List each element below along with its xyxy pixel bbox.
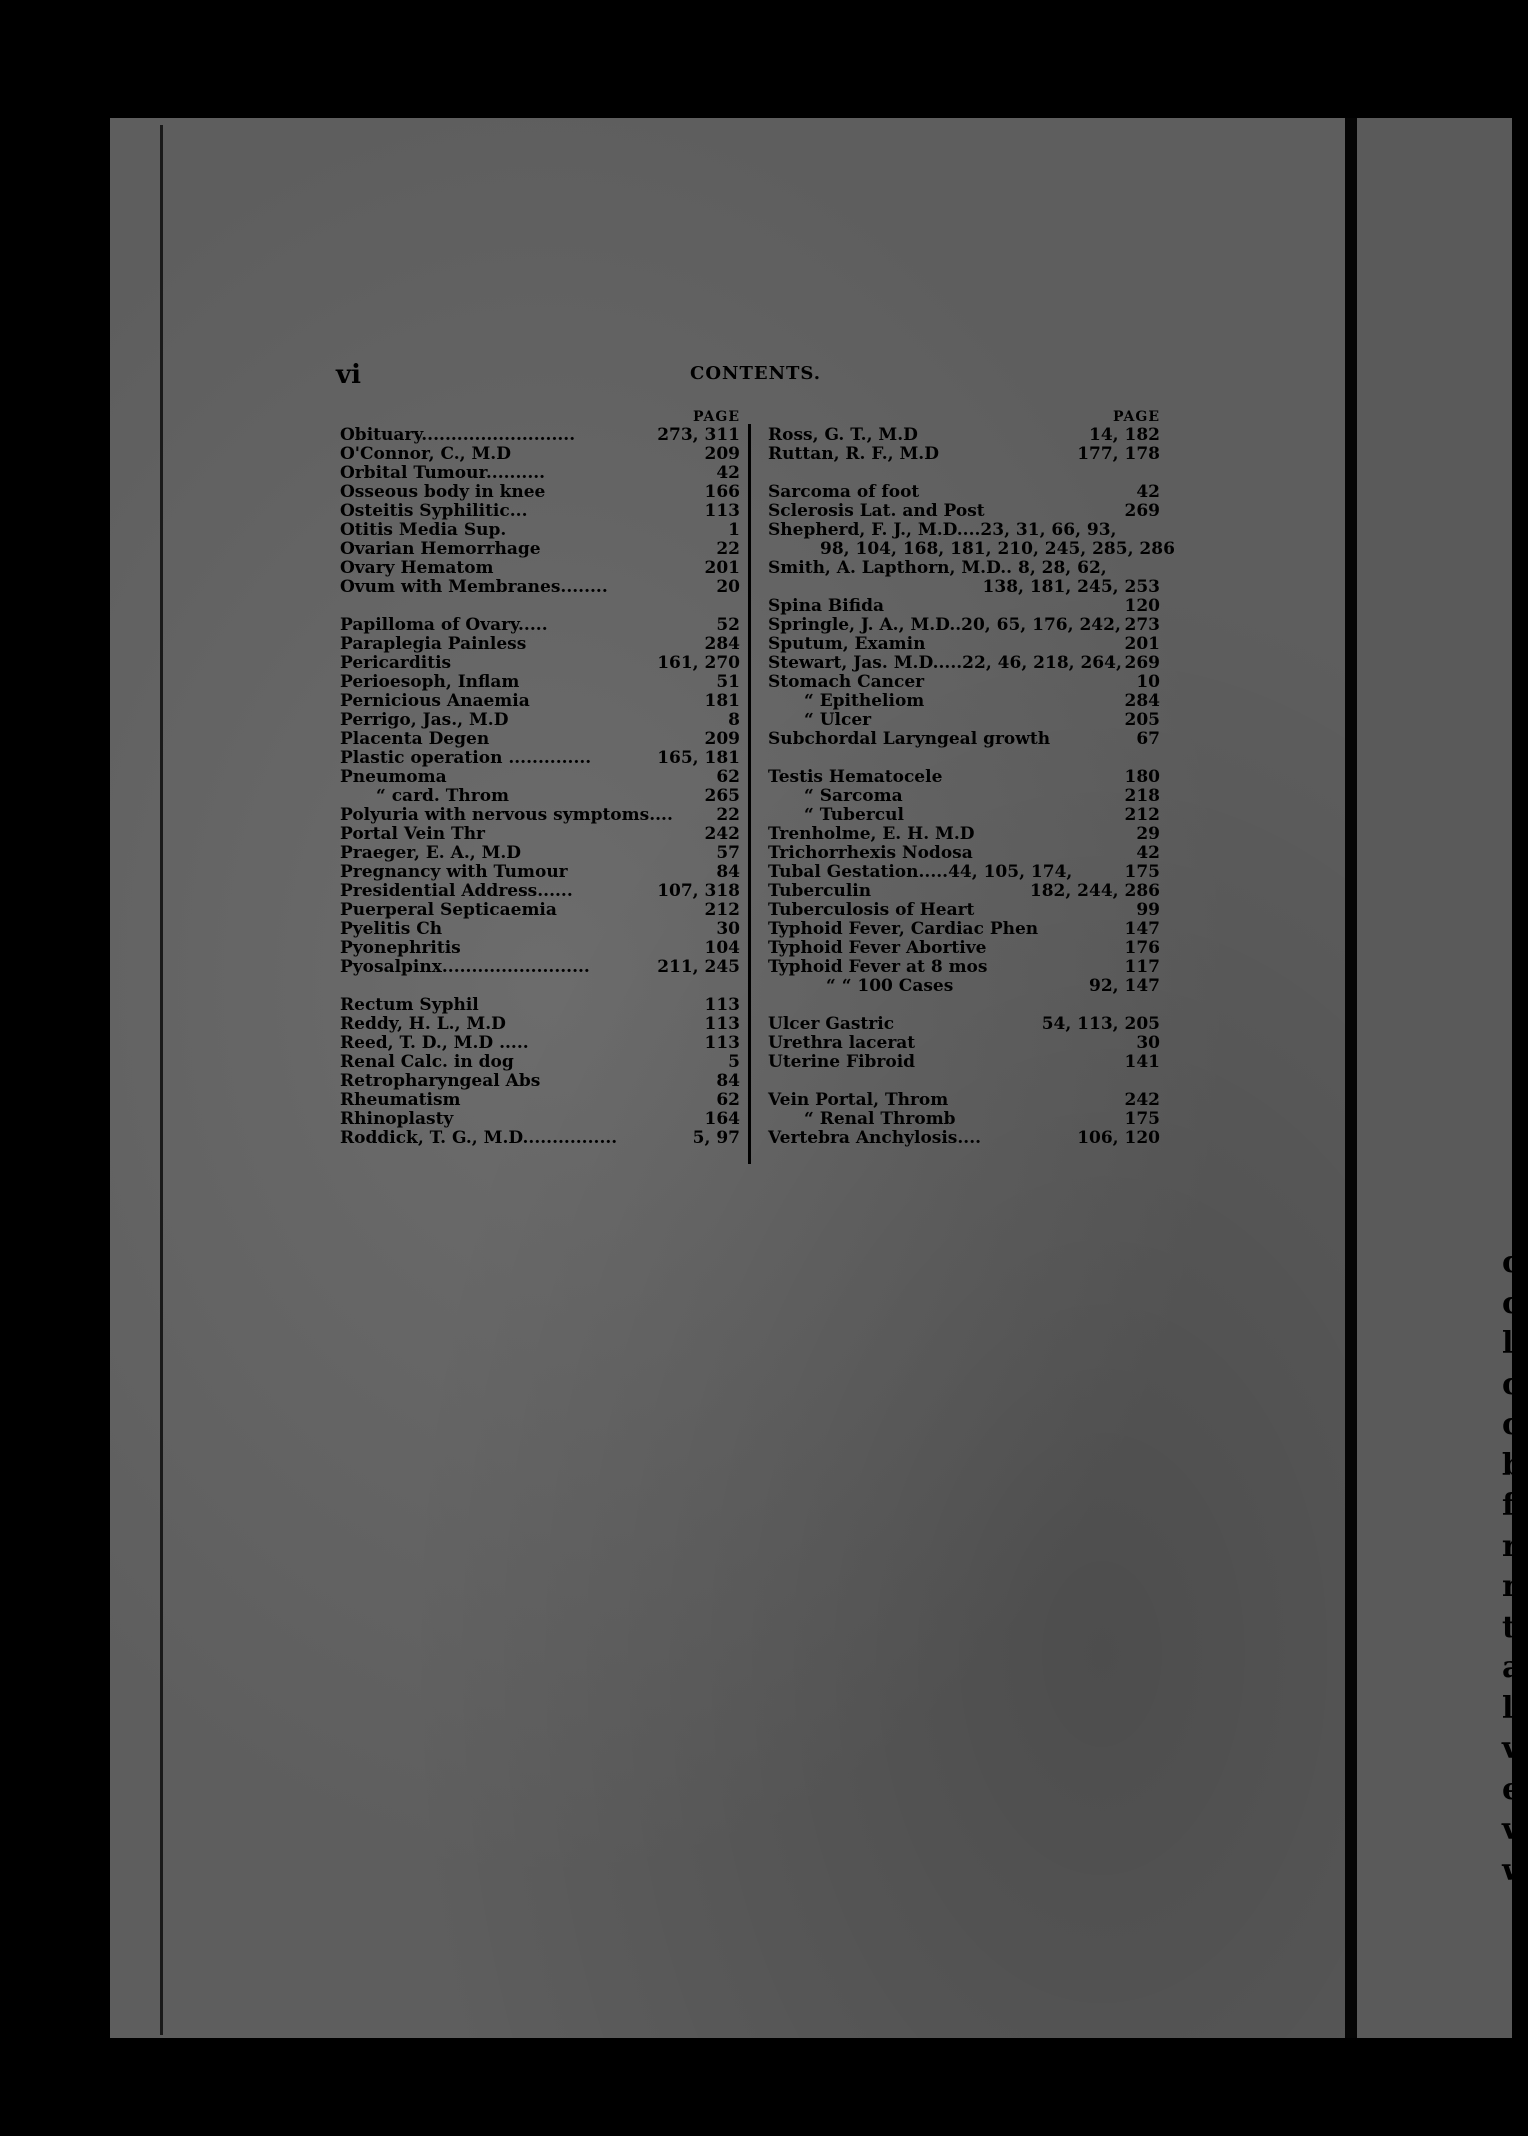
index-term: Sarcoma of foot	[768, 482, 920, 502]
index-entry	[340, 749, 740, 768]
index-pages: 57	[716, 843, 740, 863]
index-pages: 180	[1124, 767, 1160, 787]
index-pages: 30	[1136, 1033, 1160, 1053]
index-pages: 14, 182	[1089, 425, 1160, 445]
index-entry	[768, 426, 1160, 445]
index-term: Uterine Fibroid	[768, 1052, 916, 1072]
page-column-heading: PAGE	[1113, 409, 1160, 425]
index-entry	[768, 787, 1160, 806]
index-entry	[340, 1034, 740, 1053]
index-entry	[768, 502, 1160, 521]
index-term: Trichorrhexis Nodosa	[768, 843, 973, 863]
index-term: Pneumoma	[340, 767, 447, 787]
index-entry	[340, 654, 740, 673]
index-pages: 138, 181, 245, 253	[982, 577, 1160, 597]
index-pages: 92, 147	[1089, 976, 1160, 996]
index-pages: 22	[716, 805, 740, 825]
index-pages: 113	[704, 501, 740, 521]
index-entry	[340, 1110, 740, 1129]
adjacent-page-letter: t	[1502, 1609, 1516, 1645]
index-entry	[340, 1072, 740, 1091]
index-term: Polyuria with nervous symptoms....	[340, 805, 673, 825]
index-pages: 62	[716, 1090, 740, 1110]
index-entry	[768, 616, 1160, 635]
index-pages: 161, 270	[657, 653, 740, 673]
index-term: Typhoid Fever Abortive	[768, 938, 987, 958]
index-entry	[768, 768, 1160, 787]
index-term: Paraplegia Painless	[340, 634, 527, 654]
index-pages: 67	[1136, 729, 1160, 749]
index-entry	[768, 1091, 1160, 1110]
index-pages: 1	[728, 520, 740, 540]
index-term: Stewart, Jas. M.D.....22, 46, 218, 264,	[768, 653, 1122, 673]
index-term: Sputum, Examin	[768, 634, 926, 654]
index-entry	[340, 1015, 740, 1034]
column-divider	[748, 424, 751, 1164]
index-term: Perrigo, Jas., M.D	[340, 710, 509, 730]
index-term: “ Renal Thromb	[804, 1109, 956, 1129]
index-entry	[340, 540, 740, 559]
index-entry	[340, 1053, 740, 1072]
index-term: Ross, G. T., M.D	[768, 425, 918, 445]
index-pages: 181	[704, 691, 740, 711]
index-entry	[340, 521, 740, 540]
index-term: Ruttan, R. F., M.D	[768, 444, 939, 464]
index-term: Ovarian Hemorrhage	[340, 539, 541, 559]
index-term: “ Ulcer	[804, 710, 872, 730]
index-entry	[340, 844, 740, 863]
index-entry	[340, 882, 740, 901]
index-pages: 113	[704, 995, 740, 1015]
index-entry	[768, 977, 1160, 996]
page-edge-line	[160, 125, 163, 2035]
index-entry	[340, 825, 740, 844]
index-pages: 265	[704, 786, 740, 806]
page-number: vi	[336, 360, 361, 390]
index-entry	[340, 692, 740, 711]
index-pages: 212	[1124, 805, 1160, 825]
index-term: Sclerosis Lat. and Post	[768, 501, 985, 521]
index-entry	[340, 426, 740, 445]
index-pages: 120	[1124, 596, 1160, 616]
index-entry	[768, 806, 1160, 825]
index-term: Smith, A. Lapthorn, M.D.. 8, 28, 62,	[768, 558, 1107, 578]
index-term: Pericarditis	[340, 653, 452, 673]
index-entry	[768, 654, 1160, 673]
index-entry	[340, 996, 740, 1015]
index-term: Springle, J. A., M.D..20, 65, 176, 242,	[768, 615, 1121, 635]
index-pages: 8	[728, 710, 740, 730]
index-pages: 147	[1124, 919, 1160, 939]
adjacent-page-letter: e	[1502, 1771, 1522, 1807]
index-term: Orbital Tumour..........	[340, 463, 546, 483]
adjacent-page-letter: f	[1502, 1488, 1515, 1523]
index-entry	[768, 635, 1160, 654]
index-pages: 182, 244, 286	[1029, 881, 1160, 901]
adjacent-page-letter: c	[1502, 1407, 1521, 1442]
index-pages: 20	[716, 577, 740, 597]
index-entry	[340, 483, 740, 502]
index-pages: 42	[716, 463, 740, 483]
index-term: Rectum Syphil	[340, 995, 479, 1015]
index-pages: 30	[716, 919, 740, 939]
index-entry	[768, 711, 1160, 730]
running-title: CONTENTS.	[690, 363, 822, 384]
index-term: Urethra lacerat	[768, 1033, 916, 1053]
index-entry	[768, 597, 1160, 616]
index-pages: 51	[716, 672, 740, 692]
adjacent-page-letter: n	[1502, 1569, 1524, 1604]
index-entry	[768, 673, 1160, 692]
index-entry	[340, 464, 740, 483]
index-entry	[768, 863, 1160, 882]
index-entry	[768, 559, 1160, 578]
index-entry	[340, 787, 740, 806]
index-term: Obituary..........................	[340, 425, 576, 445]
index-term: Reed, T. D., M.D .....	[340, 1033, 529, 1053]
index-entry	[340, 958, 740, 977]
index-pages: 117	[1124, 957, 1160, 977]
index-term: “ “ 100 Cases	[826, 976, 954, 996]
index-term: Pernicious Anaemia	[340, 691, 530, 711]
index-entry	[768, 901, 1160, 920]
adjacent-page-letter: c	[1502, 1366, 1521, 1402]
index-pages: 29	[1136, 824, 1160, 844]
adjacent-page-letter: a	[1502, 1650, 1522, 1685]
index-term: Pregnancy with Tumour	[340, 862, 568, 882]
index-pages: 84	[716, 862, 740, 882]
index-entry	[340, 920, 740, 939]
index-term: Spina Bifida	[768, 596, 885, 616]
index-term: Portal Vein Thr	[340, 824, 486, 844]
index-pages: 164	[704, 1109, 740, 1129]
index-term: Tuberculosis of Heart	[768, 900, 975, 920]
index-entry	[340, 673, 740, 692]
index-entry	[340, 901, 740, 920]
index-pages: 242	[1124, 1090, 1160, 1110]
index-entry	[768, 539, 1175, 559]
index-entry	[340, 1091, 740, 1110]
index-entry	[340, 863, 740, 882]
index-term: Praeger, E. A., M.D	[340, 843, 522, 863]
index-term: Tubal Gestation.....44, 105, 174,	[768, 862, 1073, 882]
index-entry	[340, 939, 740, 958]
index-pages: 113	[704, 1014, 740, 1034]
index-term: Typhoid Fever, Cardiac Phen	[768, 919, 1039, 939]
index-term: Pyonephritis	[340, 938, 461, 958]
index-pages: 269	[1124, 501, 1160, 521]
index-entry	[768, 578, 1160, 597]
index-pages: 5, 97	[692, 1128, 740, 1148]
index-term: “ card. Throm	[376, 786, 510, 806]
adjacent-page-letter: v	[1502, 1812, 1520, 1847]
index-term: “ Epitheliom	[804, 691, 925, 711]
index-entry	[768, 730, 1160, 749]
index-pages: 22	[716, 539, 740, 559]
adjacent-page-letter: l	[1502, 1690, 1514, 1726]
index-pages: 218	[1124, 786, 1160, 806]
index-term: Placenta Degen	[340, 729, 490, 749]
index-entry	[340, 730, 740, 749]
index-pages: 269	[1124, 653, 1160, 673]
index-entry	[340, 711, 740, 730]
adjacent-page	[1357, 118, 1512, 2038]
index-term: Vertebra Anchylosis....	[768, 1128, 982, 1148]
index-term: Roddick, T. G., M.D................	[340, 1128, 618, 1148]
index-pages: 99	[1136, 900, 1160, 920]
index-term: Typhoid Fever at 8 mos	[768, 957, 988, 977]
index-pages: 209	[704, 444, 740, 464]
index-pages: 166	[704, 482, 740, 502]
book-gutter	[1345, 118, 1357, 2038]
index-term: Ulcer Gastric	[768, 1014, 895, 1034]
page-column-heading: PAGE	[693, 409, 740, 425]
adjacent-page-letter: c	[1502, 1285, 1521, 1321]
index-term: “ Tubercul	[804, 805, 904, 825]
index-pages: 5	[728, 1052, 740, 1072]
index-pages: 284	[704, 634, 740, 654]
index-term: Retropharyngeal Abs	[340, 1071, 541, 1091]
index-entry	[768, 692, 1160, 711]
index-pages: 104	[704, 938, 740, 958]
index-pages: 205	[1124, 710, 1160, 730]
index-pages: 42	[1136, 482, 1160, 502]
index-term: Reddy, H. L., M.D	[340, 1014, 506, 1034]
index-term: Pyelitis Ch	[340, 919, 443, 939]
index-entry	[340, 559, 740, 578]
index-entry	[768, 1015, 1160, 1034]
index-entry	[340, 806, 740, 825]
index-entry	[768, 1129, 1160, 1148]
index-pages: 284	[1124, 691, 1160, 711]
index-entry	[768, 844, 1160, 863]
index-pages: 113	[704, 1033, 740, 1053]
index-term: Osseous body in knee	[340, 482, 546, 502]
index-entry	[768, 825, 1160, 844]
index-pages: 42	[1136, 843, 1160, 863]
index-pages: 273, 311	[657, 425, 740, 445]
index-entry	[340, 578, 740, 597]
index-entry	[768, 1110, 1160, 1129]
index-term: Stomach Cancer	[768, 672, 925, 692]
index-column-left	[340, 408, 740, 1148]
index-pages: 201	[1124, 634, 1160, 654]
index-entry	[768, 882, 1160, 901]
index-term: Ovary Hematom	[340, 558, 494, 578]
index-term: Subchordal Laryngeal growth	[768, 729, 1051, 749]
index-term: Puerperal Septicaemia	[340, 900, 557, 920]
index-entry	[768, 939, 1160, 958]
index-pages: 176	[1124, 938, 1160, 958]
index-pages: 10	[1136, 672, 1160, 692]
index-term: Plastic operation ..............	[340, 748, 592, 768]
adjacent-page-letter: r	[1502, 1528, 1518, 1564]
index-term: “ Sarcoma	[804, 786, 903, 806]
index-term: Rhinoplasty	[340, 1109, 454, 1129]
index-pages: 62	[716, 767, 740, 787]
index-term: Shepherd, F. J., M.D....23, 31, 66, 93,	[768, 520, 1117, 540]
index-term: 98, 104, 168, 181, 210, 245, 285, 286	[820, 539, 1175, 559]
adjacent-page-letter: l	[1502, 1326, 1514, 1361]
index-term: O'Connor, C., M.D	[340, 444, 511, 464]
index-entry	[768, 445, 1160, 464]
index-entry	[768, 958, 1160, 977]
index-pages: 212	[704, 900, 740, 920]
adjacent-page-letter: w	[1502, 1852, 1528, 1888]
index-entry	[768, 483, 1160, 502]
index-entry	[768, 1053, 1160, 1072]
index-column-right	[768, 408, 1175, 1148]
index-term: Otitis Media Sup.	[340, 520, 507, 540]
index-entry	[340, 635, 740, 654]
index-term: Pyosalpinx.........................	[340, 957, 590, 977]
index-entry	[768, 521, 1160, 540]
index-pages: 141	[1124, 1052, 1160, 1072]
index-term: Tuberculin	[768, 881, 872, 901]
index-pages: 177, 178	[1077, 444, 1160, 464]
index-term: Trenholme, E. H. M.D	[768, 824, 975, 844]
index-entry	[340, 616, 740, 635]
index-entry	[340, 768, 740, 787]
index-pages: 165, 181	[657, 748, 740, 768]
index-term: Ovum with Membranes........	[340, 577, 608, 597]
index-pages: 201	[704, 558, 740, 578]
index-term: Renal Calc. in dog	[340, 1052, 514, 1072]
index-pages: 107, 318	[657, 881, 740, 901]
index-pages: 52	[716, 615, 740, 635]
index-term: Osteitis Syphilitic...	[340, 501, 528, 521]
index-pages: 106, 120	[1077, 1128, 1160, 1148]
adjacent-page-letter: b	[1502, 1447, 1523, 1483]
index-entry	[340, 502, 740, 521]
adjacent-page-letter: v	[1502, 1731, 1520, 1766]
index-term: Perioesoph, Inflam	[340, 672, 520, 692]
index-pages: 84	[716, 1071, 740, 1091]
index-term: Testis Hematocele	[768, 767, 943, 787]
index-entry	[768, 1034, 1160, 1053]
index-entry	[340, 445, 740, 464]
index-pages: 54, 113, 205	[1041, 1014, 1160, 1034]
index-pages: 211, 245	[657, 957, 740, 977]
index-pages: 175	[1124, 862, 1160, 882]
index-term: Presidential Address......	[340, 881, 573, 901]
adjacent-page-letter: c	[1502, 1245, 1521, 1280]
index-pages: 273	[1124, 615, 1160, 635]
index-pages: 242	[704, 824, 740, 844]
index-pages: 175	[1124, 1109, 1160, 1129]
index-entry	[340, 1129, 740, 1148]
index-term: Papilloma of Ovary.....	[340, 615, 548, 635]
index-term: Vein Portal, Throm	[768, 1090, 949, 1110]
index-term: Rheumatism	[340, 1090, 461, 1110]
index-pages: 209	[704, 729, 740, 749]
index-entry	[768, 920, 1160, 939]
